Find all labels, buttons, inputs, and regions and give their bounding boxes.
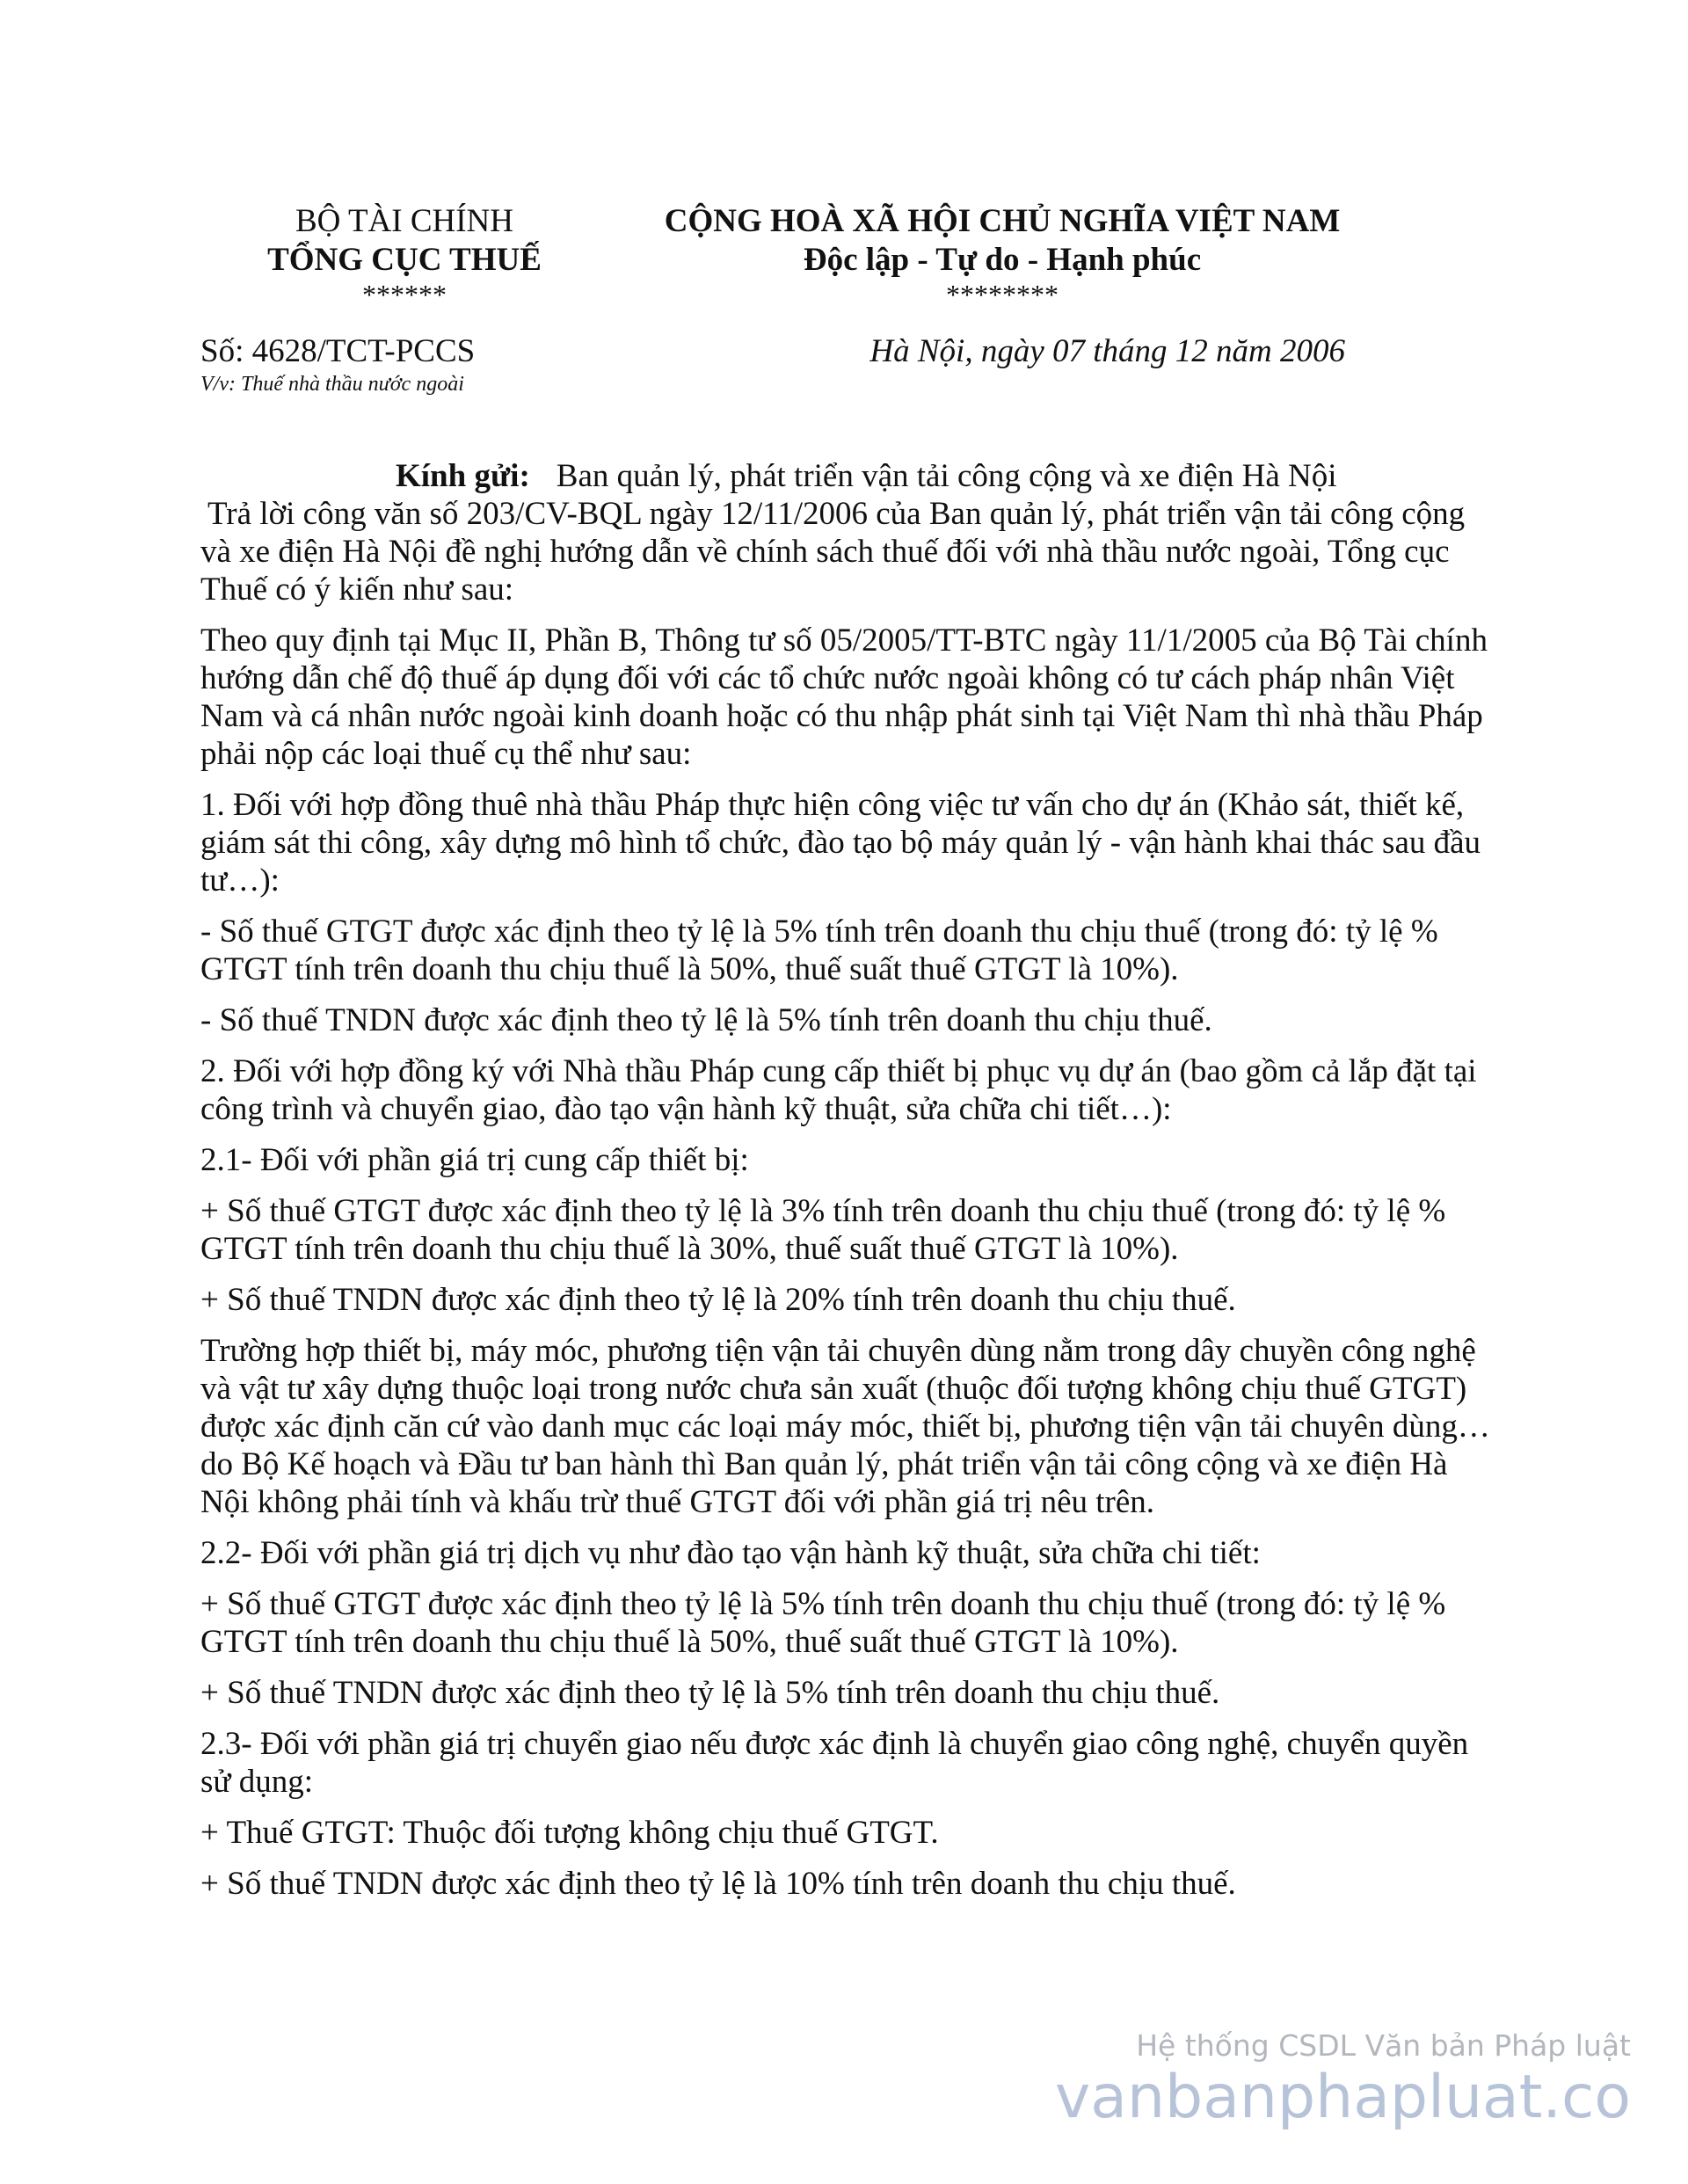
body-paragraph-reply: Trả lời công văn số 203/CV-BQL ngày 12/11/2006 của Ban quản lý, phát triển vận tải công cộng và xe điện Hà Nội đề nghị hướng dẫn về chính sách thuế đối với nhà thầu nước ngoài, Tổng cục Thuế có ý kiến như sau:: [200, 496, 1466, 608]
watermark-caption: Hệ thống CSDL Văn bản Pháp luật: [1136, 2028, 1631, 2063]
body-paragraph-section-2: 2. Đối với hợp đồng ký với Nhà thầu Pháp cung cấp thiết bị phục vụ dự án (bao gồm cả lắp đặt tại công trình và chuyển giao, đào tạo vận hành kỹ thuật, sửa chữa chi tiết…):: [200, 1053, 1477, 1127]
department-name: TỔNG CỤC THUẾ: [267, 242, 542, 278]
watermark: [1055, 2027, 1631, 2131]
left-stars-divider: ******: [362, 279, 447, 310]
watermark-site: vanbanphapluat.co: [1055, 2063, 1631, 2132]
document-number: Số: 4628/TCT-PCCS: [200, 333, 476, 369]
issuing-agency-block: [237, 202, 571, 309]
body-paragraph-legal-basis: Theo quy định tại Mục II, Phần B, Thông tư số 05/2005/TT-BTC ngày 11/1/2005 của Bộ Tài chính hướng dẫn chế độ thuế áp dụng đối với các tổ chức nước ngoài không có tư cách pháp nhân Việt Nam và cá nhân nước ngoài kinh doanh hoặc có thu nhập phát sinh tại Việt Nam thì nhà thầu Pháp phải nộp các loại thuế cụ thể như sau:: [200, 622, 1488, 772]
body-paragraph-section-2-2: 2.2- Đối với phần giá trị dịch vụ như đào tạo vận hành kỹ thuật, sửa chữa chi tiết:: [200, 1535, 1261, 1571]
document-body: [200, 457, 1493, 1916]
body-paragraph-section-2-1: 2.1- Đối với phần giá trị cung cấp thiết bị:: [200, 1142, 749, 1178]
recipient-line: [200, 457, 1493, 495]
body-paragraph-2-1-cit: + Số thuế TNDN được xác định theo tỷ lệ là 20% tính trên doanh thu chịu thuế.: [200, 1282, 1236, 1318]
national-motto: Độc lập - Tự do - Hạnh phúc: [803, 242, 1202, 278]
body-paragraph-2-1-vat: + Số thuế GTGT được xác định theo tỷ lệ là 3% tính trên doanh thu chịu thuế (trong đó: tỷ lệ % GTGT tính trên doanh thu chịu thuế là 30%, thuế suất thuế GTGT là 10%).: [200, 1193, 1446, 1267]
body-paragraph-1-cit: - Số thuế TNDN được xác định theo tỷ lệ là 5% tính trên doanh thu chịu thuế.: [200, 1002, 1212, 1038]
document-subject: V/v: Thuế nhà thầu nước ngoài: [200, 373, 464, 396]
body-paragraph-section-1: 1. Đối với hợp đồng thuê nhà thầu Pháp thực hiện công việc tư vấn cho dự án (Khảo sát, thiết kế, giám sát thi công, xây dựng mô hình tổ chức, đào tạo bộ máy quản lý - vận hành khai thác sau đầu tư…):: [200, 787, 1481, 899]
body-paragraph-2-2-vat: + Số thuế GTGT được xác định theo tỷ lệ là 5% tính trên doanh thu chịu thuế (trong đó: tỷ lệ % GTGT tính trên doanh thu chịu thuế là 50%, thuế suất thuế GTGT là 10%).: [200, 1586, 1446, 1660]
document-date: Hà Nội, ngày 07 tháng 12 năm 2006: [869, 333, 1345, 369]
body-paragraph-2-3-vat: + Thuế GTGT: Thuộc đối tượng không chịu thuế GTGT.: [200, 1815, 939, 1851]
body-paragraph-2-3-cit: + Số thuế TNDN được xác định theo tỷ lệ là 10% tính trên doanh thu chịu thuế.: [200, 1866, 1236, 1902]
recipient-label: Kính gửi:: [396, 458, 530, 494]
recipient-name: Ban quản lý, phát triển vận tải công cộng và xe điện Hà Nội: [556, 458, 1337, 494]
national-title-block: [615, 202, 1389, 309]
body-paragraph-equipment-exemption: Trường hợp thiết bị, máy móc, phương tiện vận tải chuyên dùng nằm trong dây chuyền công nghệ và vật tư xây dựng thuộc loại trong nước chưa sản xuất (thuộc đối tượng không chịu thuế GTGT) được xác định căn cứ vào danh mục các loại máy móc, thiết bị, phương tiện vận tải chuyên dùng… do Bộ Kế hoạch và Đầu tư ban hành thì Ban quản lý, phát triển vận tải công cộng và xe điện Hà Nội không phải tính và khấu trừ thuế GTGT đối với phần giá trị nêu trên.: [200, 1333, 1490, 1520]
body-paragraph-1-vat: - Số thuế GTGT được xác định theo tỷ lệ là 5% tính trên doanh thu chịu thuế (trong đó: tỷ lệ % GTGT tính trên doanh thu chịu thuế là 50%, thuế suất thuế GTGT là 10%).: [200, 914, 1438, 987]
body-paragraph-section-2-3: 2.3- Đối với phần giá trị chuyển giao nếu được xác định là chuyển giao công nghệ, chuyển quyền sử dụng:: [200, 1726, 1469, 1800]
right-stars-divider: ********: [946, 279, 1059, 310]
ministry-name: BỘ TÀI CHÍNH: [295, 203, 514, 239]
body-paragraph-2-2-cit: + Số thuế TNDN được xác định theo tỷ lệ là 5% tính trên doanh thu chịu thuế.: [200, 1675, 1220, 1711]
country-name: CỘNG HOÀ XÃ HỘI CHỦ NGHĨA VIỆT NAM: [664, 203, 1341, 239]
